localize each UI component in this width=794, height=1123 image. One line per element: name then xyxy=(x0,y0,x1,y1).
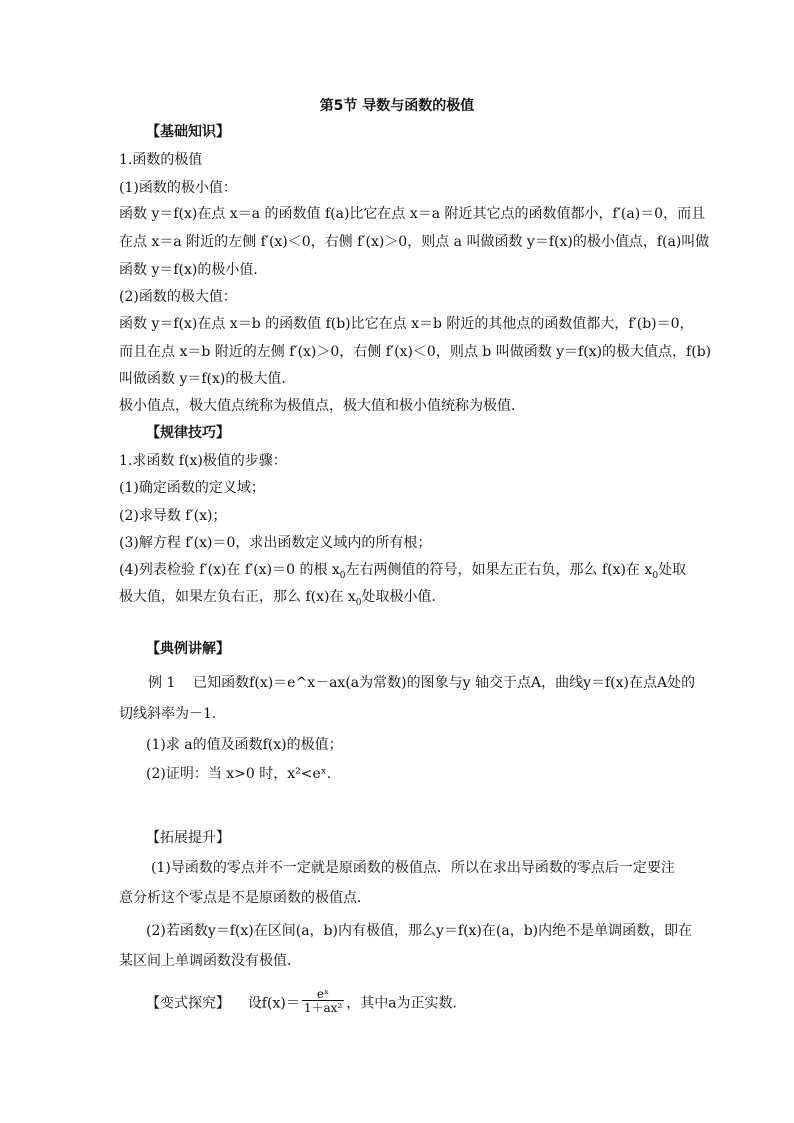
step-4-line-1 xyxy=(119,560,686,586)
extend-2-line-2: 某区间上单调函数没有极值． xyxy=(119,953,301,969)
variant-text-pre: 设f(x)＝ xyxy=(247,995,300,1012)
step-4a-mid: 左右两侧值的符号，如果左正右负，那么 f(x)在 x xyxy=(345,562,653,578)
subscript-zero: 0 xyxy=(339,570,346,581)
max-line-2: 而且在点 x＝b 附近的左侧 f′(x)＞0，右侧 f′(x)＜0，则点 b 叫做函数 y＝f(x)的极大值点，f(b) xyxy=(119,344,712,360)
example-label: 例 1 xyxy=(148,675,176,691)
step-2: (2)求导数 f′(x)； xyxy=(119,508,227,524)
fraction-numerator: eˣ xyxy=(302,988,344,1001)
extend-heading: 【拓展提升】 xyxy=(146,830,230,846)
example-1-line-2: 切线斜率为－1. xyxy=(119,706,217,722)
step-1: (1)确定函数的定义域； xyxy=(119,480,265,496)
min-line-2: 在点 x＝a 附近的左侧 f′(x)＜0，右侧 f′(x)＞0，则点 a 叫做函数 y＝f(x)的极小值点，f(a)叫做 xyxy=(119,234,710,250)
summary-line: 极小值点，极大值点统称为极值点，极大值和极小值统称为极值． xyxy=(119,398,525,414)
step-4a-pre: (4)列表检验 f′(x)在 f′(x)＝0 的根 x xyxy=(119,562,340,578)
extend-2-line-1: (2)若函数y＝f(x)在区间(a，b)内有极值，那么y＝f(x)在(a，b)内绝不是单调函数，即在 xyxy=(146,923,693,939)
min-line-3: 函数 y＝f(x)的极小值． xyxy=(119,262,268,278)
example-text: 已知函数f(x)＝e^x－ax(a为常数)的图象与y 轴交于点A，曲线y＝f(x)在点A处的 xyxy=(193,675,696,691)
tips-subtitle: 1.求函数 f(x)极值的步骤： xyxy=(119,453,287,469)
example-question-1: (1)求 a的值及函数f(x)的极值； xyxy=(146,737,343,753)
variant-line xyxy=(146,987,467,1017)
variant-text-post: ，其中a为正实数． xyxy=(346,995,467,1012)
max-line-1: 函数 y＝f(x)在点 x＝b 的函数值 f(b)比它在点 x＝b 附近的其他点的函数值都大，f′(b)＝0， xyxy=(119,316,694,332)
basics-heading: 【基础知识】 xyxy=(146,124,230,140)
step-4b-post: 处取极小值． xyxy=(361,589,446,605)
step-4-line-2 xyxy=(119,587,446,613)
min-line-1: 函数 y＝f(x)在点 x＝a 的函数值 f(a)比它在点 x＝a 附近其它点的函数值都小，f′(a)＝0，而且 xyxy=(119,206,706,222)
extend-1-line-2: 意分析这个零点是不是原函数的极值点． xyxy=(119,890,371,906)
variant-heading: 【变式探究】 xyxy=(146,995,230,1012)
fraction-denominator: 1＋ax² xyxy=(303,1001,343,1015)
basics-subtitle: 1.函数的极值 xyxy=(119,152,203,168)
example-heading: 【典例讲解】 xyxy=(146,641,230,657)
min-heading: (1)函数的极小值： xyxy=(119,180,237,196)
subscript-zero: 0 xyxy=(355,597,362,608)
step-3: (3)解方程 f′(x)＝0，求出函数定义域内的所有根； xyxy=(119,535,432,551)
subscript-zero: 0 xyxy=(652,570,659,581)
example-1-line-1 xyxy=(148,673,695,693)
max-line-3: 叫做函数 y＝f(x)的极大值． xyxy=(119,371,296,387)
step-4b-pre: 极大值，如果左负右正，那么 f(x)在 x xyxy=(119,589,356,605)
variant-fraction xyxy=(302,988,344,1015)
tips-heading: 【规律技巧】 xyxy=(146,425,230,441)
example-question-2: (2)证明：当 x>0 时，x²<eˣ. xyxy=(146,766,332,782)
extend-1-line-1: (1)导函数的零点并不一定就是原函数的极值点．所以在求出导函数的零点后一定要注 xyxy=(151,860,675,876)
max-heading: (2)函数的极大值： xyxy=(119,289,237,305)
step-4a-post: 处取 xyxy=(658,562,687,578)
page-title: 第5节 导数与函数的极值 xyxy=(319,98,475,114)
